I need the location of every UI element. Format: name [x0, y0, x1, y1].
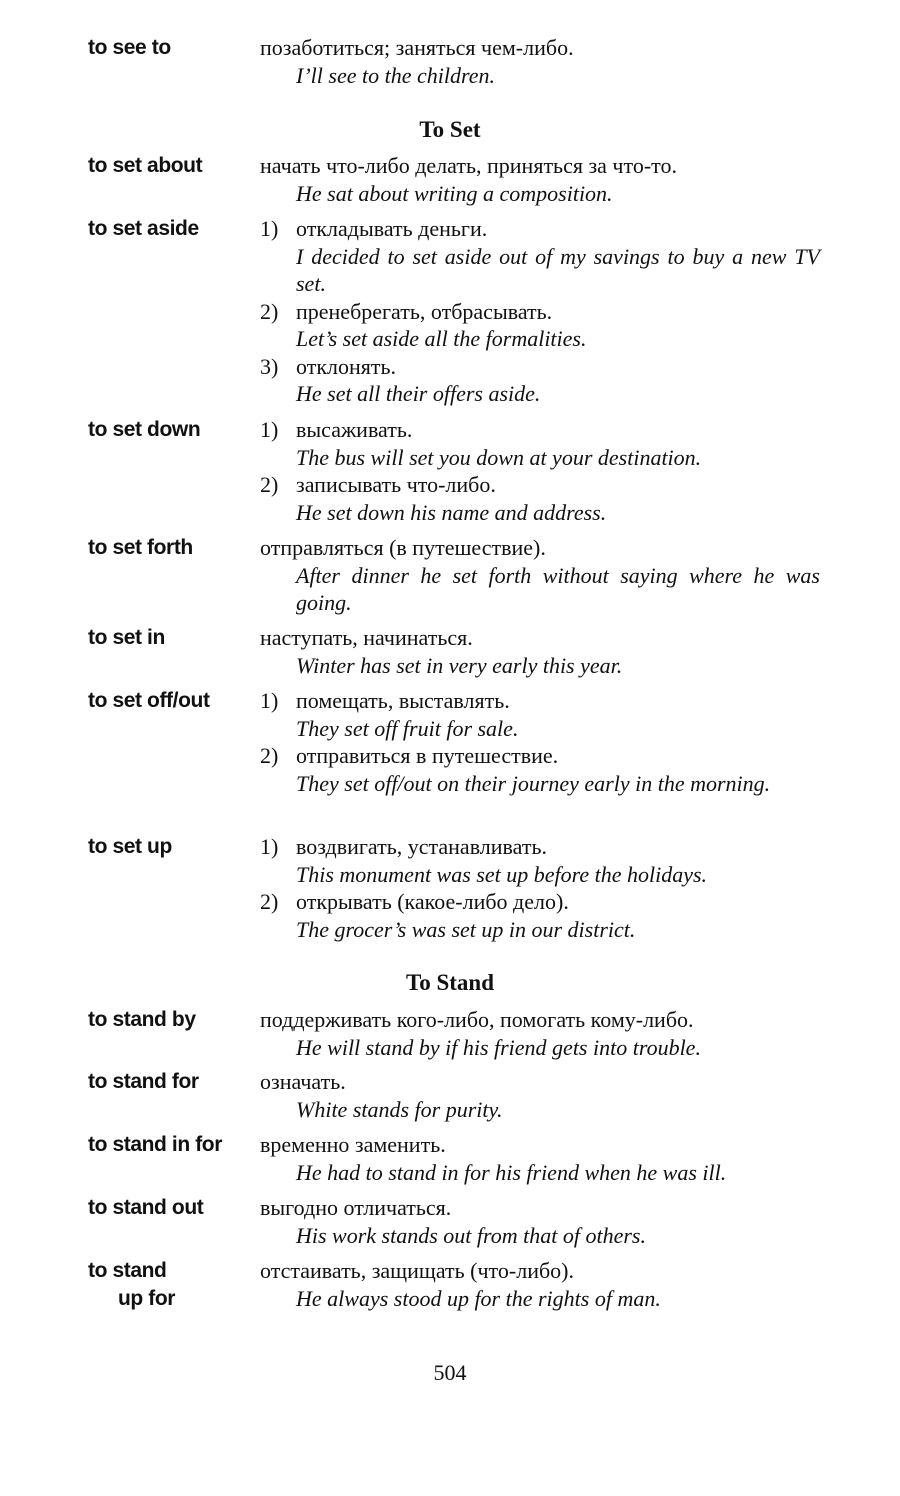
translation: отклонять.	[296, 353, 397, 379]
entry-definitions	[260, 416, 820, 526]
sense	[260, 416, 820, 471]
entry-term: to stand for	[88, 1070, 199, 1093]
entry-term: to stand by	[88, 1008, 196, 1031]
translation: отправиться в путешествие.	[296, 743, 559, 768]
sense	[260, 742, 820, 797]
translation: пренебрегать, отбрасывать.	[296, 298, 553, 324]
entry-definitions	[260, 1257, 820, 1312]
example: The bus will set you down at your destination.	[296, 444, 702, 470]
page-number: 504	[433, 1360, 467, 1385]
translation: отправляться (в путешествие).	[260, 535, 546, 560]
sense-number: 2)	[260, 889, 279, 914]
entry-term: to set forth	[88, 536, 193, 559]
entry-term-line2: up for	[118, 1287, 176, 1310]
sense-number: 2)	[260, 472, 279, 497]
example: White stands for purity.	[296, 1096, 503, 1122]
sense-number: 1)	[260, 688, 279, 713]
entry-term: to set down	[88, 418, 201, 441]
example: They set off/out on their journey early in the morning.	[296, 770, 771, 796]
translation: высаживать.	[296, 417, 413, 442]
translation: записывать что-либо.	[296, 472, 496, 497]
sense	[260, 298, 820, 353]
translation: начать что-либо делать, приняться за что-то.	[260, 153, 677, 178]
sense	[260, 152, 820, 207]
entry-definitions	[260, 1068, 820, 1123]
translation: наступать, начинаться.	[260, 625, 473, 650]
sense	[260, 1006, 820, 1061]
sense	[260, 833, 820, 888]
entry-term: to stand in for	[88, 1133, 222, 1156]
sense	[260, 34, 820, 89]
entry-term: to set in	[88, 626, 165, 649]
entry-definitions	[260, 1194, 820, 1249]
example: His work stands out from that of others.	[296, 1222, 646, 1248]
sense	[260, 1131, 820, 1186]
section-title-to-set: To Set	[419, 117, 481, 142]
sense-number: 1)	[260, 417, 279, 442]
section-title-to-stand: To Stand	[405, 970, 494, 995]
example: He will stand by if his friend gets into trouble.	[296, 1034, 701, 1060]
entry-term: to set off/out	[88, 689, 210, 712]
translation: открывать (какое-либо дело).	[296, 889, 569, 914]
example: They set off fruit for sale.	[296, 715, 519, 741]
entry-term: to set aside	[88, 217, 199, 240]
entry-definitions	[260, 1131, 820, 1186]
sense-number: 2)	[260, 298, 279, 324]
sense	[260, 1257, 820, 1312]
translation: означать.	[260, 1069, 346, 1094]
example: This monument was set up before the holidays.	[296, 861, 708, 887]
example: He sat about writing a composition.	[296, 180, 613, 206]
sense	[260, 215, 820, 298]
example: The grocer’s was set up in our district.	[296, 916, 636, 942]
example: He set down his name and address.	[296, 499, 607, 525]
entry-term-line1: to stand	[88, 1259, 167, 1282]
entry-term: to set up	[88, 835, 172, 858]
example: He had to stand in for his friend when he was ill.	[296, 1159, 727, 1185]
sense-number: 1)	[260, 834, 279, 859]
translation: временно заменить.	[260, 1132, 446, 1157]
translation: позаботиться; заняться чем-либо.	[260, 35, 574, 60]
sense	[260, 1194, 820, 1249]
entry-definitions	[260, 624, 820, 679]
example: I decided to set aside out of my savings to buy a new TV set.	[296, 243, 820, 296]
example: I’ll see to the children.	[296, 62, 495, 88]
sense-number: 1)	[260, 216, 279, 241]
sense-number: 2)	[260, 743, 279, 768]
entry-definitions	[260, 833, 820, 943]
translation: поддерживать кого-либо, помогать кому-либо.	[260, 1007, 694, 1032]
entry-definitions	[260, 152, 820, 207]
entry-definitions	[260, 215, 820, 408]
translation: помещать, выставлять.	[296, 688, 510, 713]
sense	[260, 471, 820, 526]
entry-definitions	[260, 687, 820, 797]
entry-term: to set about	[88, 154, 203, 177]
sense	[260, 1068, 820, 1123]
example: Let’s set aside all the formalities.	[296, 326, 587, 351]
entry-definitions	[260, 34, 820, 89]
sense	[260, 888, 820, 943]
sense	[260, 624, 820, 679]
translation: воздвигать, устанавливать.	[296, 834, 547, 859]
translation: отстаивать, защищать (что-либо).	[260, 1258, 574, 1283]
sense-number: 3)	[260, 353, 279, 379]
sense	[260, 534, 820, 617]
entry-term: to see to	[88, 36, 171, 59]
translation: откладывать деньги.	[296, 216, 488, 241]
example: He always stood up for the rights of man.	[296, 1285, 661, 1311]
example: He set all their offers aside.	[296, 381, 541, 406]
sense	[260, 353, 820, 408]
entry-definitions	[260, 1006, 820, 1061]
entry-definitions	[260, 534, 820, 617]
example: After dinner he set forth without saying where he was going.	[296, 562, 820, 615]
entry-term	[88, 1257, 258, 1313]
sense	[260, 687, 820, 742]
entry-term: to stand out	[88, 1196, 204, 1219]
example: Winter has set in very early this year.	[296, 652, 623, 678]
translation: выгодно отличаться.	[260, 1195, 452, 1220]
